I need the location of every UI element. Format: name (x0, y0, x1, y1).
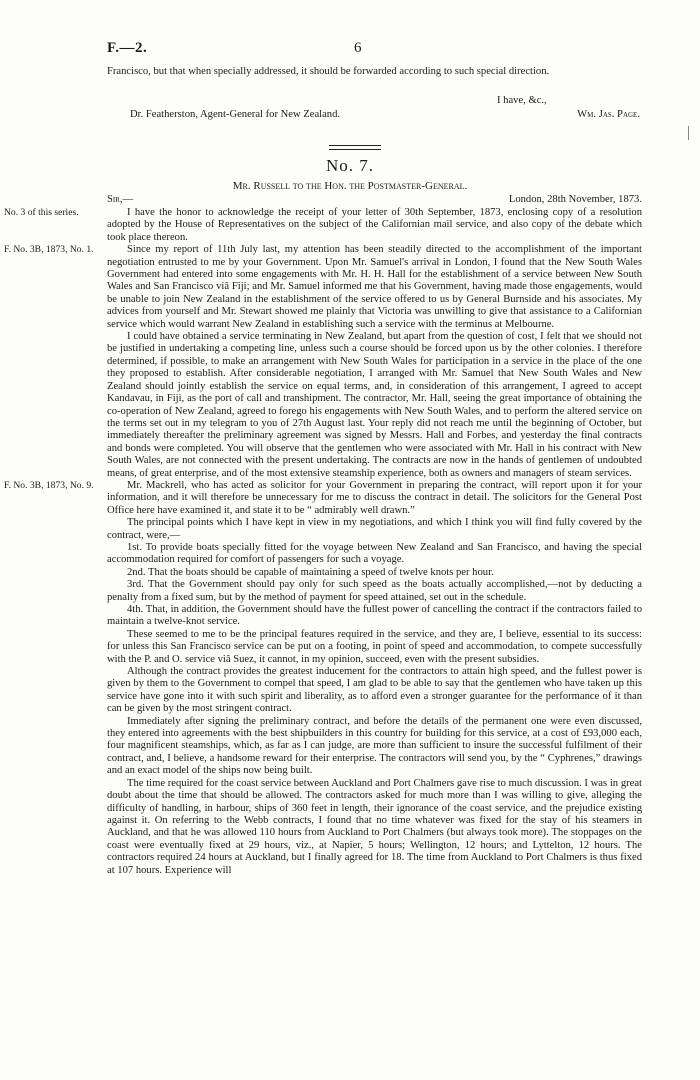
margin-mark (688, 126, 689, 140)
marginal-note: No. 3 of this series. (4, 207, 79, 218)
body-paragraph: These seemed to me to be the principal features required in the service, and they are, I believe, essential to its success: for unless this San Francisco service can be put on a footing, in point of speed and accommodation, to compete successfully with the P. and O. service viâ Suez, it cannot, in my opinion, succeed, even with the present subsidies. (107, 628, 642, 665)
body-paragraph: 3rd. That the Government should pay only for such speed as the boats actually accomplished,—not by deducting a penalty from a fixed sum, but by the method of payment for speed attained, set out in the schedule. (107, 579, 642, 603)
body-paragraph: Although the contract provides the greatest inducement for the contractors to attain high speed, and the fullest power is given by them to the Government to compel that speed, I am glad to be able to say that the gentlemen who have taken up this service have gone into it with such spirit and liberality, as to afford even a stronger guarantee for the performance of it than can be given by the most stringent contract. (107, 666, 642, 715)
page-header (0, 40, 700, 60)
body-paragraph: Immediately after signing the preliminary contract, and before the details of the permanent one were even discussed, they entered into agreements with the best shipbuilders in this country for building for this service, at a cost of £93,000 each, four magnificent steamships, which, as far as I can judge, are more than sufficient to insure the successful fulfilment of their contract, and, I believe, a handsome reward for their enterprise. The contractors will send you, by the “ Cyphrenes,” drawings and an exact model of the ships now being built. (107, 715, 642, 777)
closing-salutation: I have, &c., (497, 95, 547, 106)
body-paragraph: 1st. To provide boats specially fitted for the voyage between New Zealand and San Francisco, and having the special accommodation required for comfort of passengers for such a voyage. (107, 541, 642, 566)
signatory: Wm. Jas. Page. (577, 109, 640, 120)
body-paragraph: Since my report of 11th July last, my attention has been steadily directed to the accomplishment of the important negotiation entrusted to me by your Government. Upon Mr. Samuel's arrival in London, I found that the New South Wales Government had entered into some engagements with Mr. H. H. Hall for the establishment of a service between New South Wales and San Francisco viâ Fiji; and Mr. Samuel informed me that his Government, having made those engagements, would be unable to join New Zealand in the establishment of the service offered to us by General Burnside and his associates. My advices from yourself and Mr. Stewart showed me plainly that Victoria was unwilling to give that assistance to a Californian service which would warrant New Zealand in establishing such a service with the terminus at Melbourne. (107, 244, 642, 330)
section-divider (329, 145, 381, 150)
addressee: Dr. Featherston, Agent-General for New Zealand. (130, 109, 341, 120)
body-paragraph: 4th. That, in addition, the Government should have the fullest power of cancelling the contract if the contractors failed to maintain a twelve-knot service. (107, 604, 642, 628)
body-paragraph: 2nd. That the boats should be capable of maintaining a speed of twelve knots per hour. (127, 566, 494, 578)
letter-place-date: London, 28th November, 1873. (508, 194, 642, 205)
continuation-paragraph: Francisco, but that when specially addressed, it should be forwarded according to such special direction. (107, 66, 550, 77)
body-paragraph: The principal points which I have kept in view in my negotiations, and which I think you will find fully covered by the contract, were,— (107, 517, 642, 541)
continuation-text (107, 66, 642, 78)
paper-code: F.—2. (107, 40, 148, 56)
marginal-note: F. No. 3B, 1873, No. 1. (4, 244, 94, 255)
body-paragraph: The time required for the coast service between Auckland and Port Chalmers gave rise to much discussion. I was in great doubt about the time that should be allowed. The contractors asked for much more than I was willing to give, alleging the difficulty of handling, in harbour, ships of 360 feet in length, their ignorance of the coast service, and the prejudice existing against it. On referring to the Webb contracts, I found that no time whatever was fixed for the stay of his steamers in Auckland, and that he was allowed 110 hours from Auckland to Port Chalmers (but always took more). The stoppages on the coast were eventually fixed at 29 hours, viz., at Napier, 5 hours; Wellington, 12 hours; and Lyttelton, 12 hours. The contractors required 24 hours at Auckland, but I finally agreed for 18. The time from Auckland to Port Chalmers is thus fixed at 107 hours. Experience will (107, 777, 642, 876)
page-number: 6 (354, 40, 362, 56)
letter-salutation: Sir,— (107, 194, 134, 205)
letter-from-to: Mr. Russell to the Hon. the Postmaster-General. (232, 180, 468, 192)
body-paragraph: I could have obtained a service terminating in New Zealand, but apart from the question of cost, I felt that we should not be justified in undertaking a competing line, unless such a course should be forced upon us by the other colonies. I therefore determined, if possible, to make an arrangement with New South Wales for participation in a service in the place of the one they proposed to establish. After considerable negotiation, I arranged with Mr. Samuel that New South Wales and New Zealand should jointly establish the service on equal terms, and, in consideration of this arrangement, I agreed to accept Kandavau, in Fiji, as the port of call and transhipment. The contractor, Mr. Hall, seeing the great importance of obtaining the co-operation of New Zealand, agreed to forego his engagements with New South Wales, and to perform the altered service on the terms set out in my telegram to you of 27th August last. Your reply did not reach me until the beginning of October, but immediately thereafter the preliminary agreement was signed by Messrs. Hall and Forbes, and yesterday the final contracts and bonds were completed. You will observe that the gentlemen who were associated with Mr. Hall in his contract with New South Wales, are not connected with the present undertaking. The contracts are now in the hands of gentlemen of undoubted means, of great enterprise, and of the most extensive steamship experience, both as owners and managers of steam services. (107, 331, 642, 479)
letter-number: No. 7. (325, 156, 375, 175)
letter-body (107, 207, 642, 877)
body-paragraph: Mr. Mackrell, who has acted as solicitor for your Government in preparing the contract, will report upon it for your information, and it will therefore be unnecessary for me to discuss the contract in detail. The solicitors for the General Post Office here have examined it, and state it to be “ admirably well drawn.” (107, 479, 642, 516)
marginal-note: F. No. 3B, 1873, No. 9. (4, 480, 94, 491)
body-paragraph: I have the honor to acknowledge the receipt of your letter of 30th September, 1873, enclosing copy of a resolution adopted by the House of Representatives on the subject of the Californian mail service, and also copy of the debate which took place thereon. (107, 207, 642, 243)
